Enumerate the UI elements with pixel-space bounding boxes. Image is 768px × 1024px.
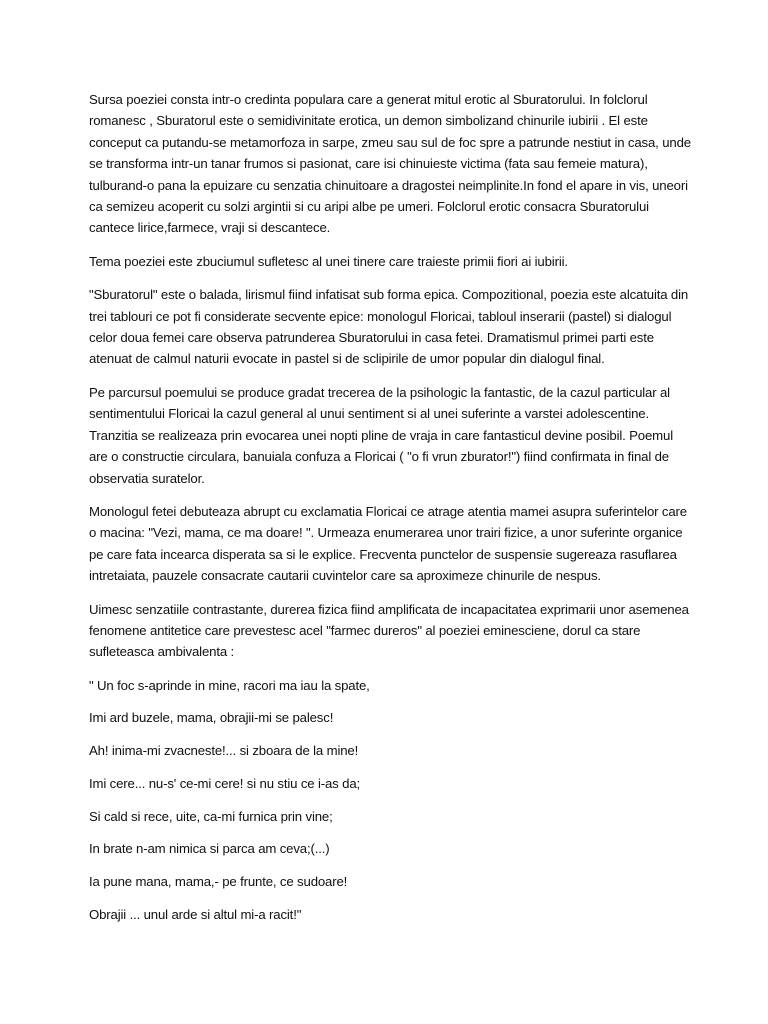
poem-verse: Imi ard buzele, mama, obrajii-mi se palesc! bbox=[89, 710, 334, 726]
poem-verse: Obrajii ... unul arde si altul mi-a racit!" bbox=[89, 906, 302, 922]
paragraph-origin: Sursa poeziei consta intr-o credinta populara care a generat mitul erotic al Sburatorului. In folclorul romanesc , Sburatorul este o semidivinitate erotica, un demon simbolizand chinurile iubirii . El este conceput ca putandu-se metamorfoza in sarpe, zmeu sau sul de foc spre a patrunde nestiut in casa, unde se transforma intr-un tanar frumos si pasionat, care isi chinuieste victima (fata sau femeie matura), tulburand-o pana la epuizare cu senzatia chinuitoare a dragostei neimplinite.In fond el apare in vis, uneori ca semizeu acoperit cu solzi argintii si cu aripi albe pe umeri. Folclorul erotic consacra Sburatorului cantece lirice,farmece, vraji si descantece. bbox=[89, 92, 691, 236]
paragraph-theme: Tema poeziei este zbuciumul sufletesc al unei tinere care traieste primii fiori ai iubirii. bbox=[89, 253, 568, 269]
paragraph-composition: "Sburatorul" este o balada, lirismul fiind infatisat sub forma epica. Compozitional, poezia este alcatuita din trei tablouri ce pot fi considerate secvente epice: monologul Floricai, tabloul inserarii (pastel) si dialogul celor doua femei care observa patrunderea Sburatorului in casa fetei. Dramatismul primei parti este atenuat de calmul naturii evocate in pastel si de sclipirile de umor popular din dialogul final. bbox=[89, 287, 689, 367]
poem-verse: Imi cere... nu-s' ce-mi cere! si nu stiu ce i-as da; bbox=[89, 775, 361, 791]
poem-verse: " Un foc s-aprinde in mine, racori ma iau la spate, bbox=[89, 677, 370, 693]
poem-verse: In brate n-am nimica si parca am ceva;(...) bbox=[89, 841, 330, 857]
paragraph-monologue: Monologul fetei debuteaza abrupt cu exclamatia Floricai ce atrage atentia mamei asupra suferintelor care o macina: "Vezi, mama, ce ma doare! ". Urmeaza enumerarea unor trairi fizice, a unor suferinte organice pe care fata incearca disperata sa si le explice. Frecventa punctelor de suspensie sugereaza rasuflarea intretaiata, pauzele consacrate cautarii cuvintelor care sa aproximeze chinurile de nespus. bbox=[89, 503, 687, 584]
poem-quote bbox=[89, 675, 691, 937]
poem-verse: Ah! inima-mi zvacneste!... si zboara de la mine! bbox=[89, 743, 359, 759]
paragraph-sensations: Uimesc senzatiile contrastante, durerea fizica fiind amplificata de incapacitatea exprimarii unor asemenea fenomene antitetice care prevestesc acel "farmec dureros" al poeziei eminesciene, dorul ca stare sufleteasca ambivalenta : bbox=[89, 601, 689, 660]
paragraph-transition: Pe parcursul poemului se produce gradat trecerea de la psihologic la fantastic, de la cazul particular al sentimentului Floricai la cazul general al unui sentiment si al unei suferinte a varstei adolescentine. Tranzitia se realizeaza prin evocarea unei nopti pline de vraja in care fantasticul devine posibil. Poemul are o constructie circulara, banuiala confuza a Floricai ( "o fi vrun zburator!") fiind confirmata in final de observatia suratelor. bbox=[89, 384, 673, 486]
poem-verse: Si cald si rece, uite, ca-mi furnica prin vine; bbox=[89, 808, 333, 824]
poem-verse: Ia pune mana, mama,- pe frunte, ce sudoare! bbox=[89, 873, 348, 889]
document-page bbox=[89, 89, 691, 936]
